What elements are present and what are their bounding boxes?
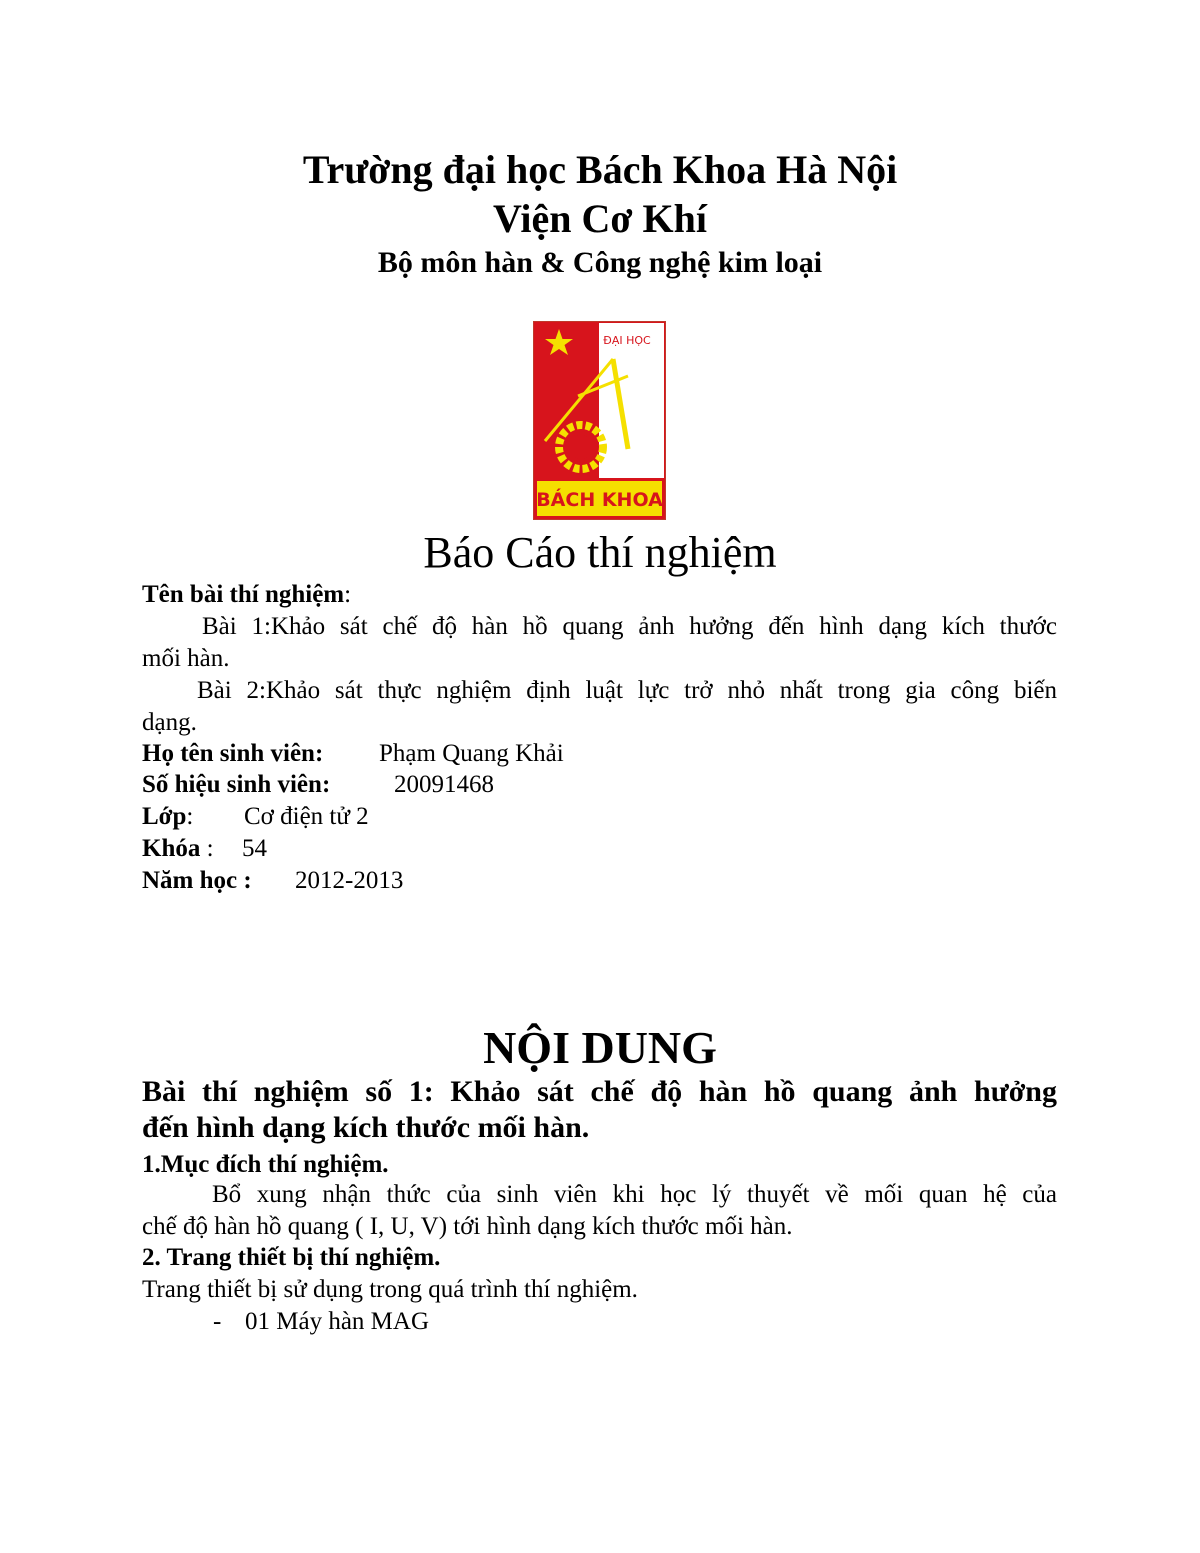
equipment-item-dash: - — [213, 1308, 222, 1335]
student-name-row — [142, 739, 642, 769]
bach-khoa-logo — [533, 321, 666, 520]
purpose-line1: Bổ xung nhận thức của sinh viên khi học lý thuyết về mối quan hệ của — [212, 1181, 1057, 1208]
report-title: Báo Cáo thí nghiệm — [423, 528, 777, 577]
university-name: Trường đại học Bách Khoa Hà Nội — [302, 147, 898, 192]
student-name-colon: : — [314, 740, 324, 767]
purpose-heading: 1.Mục đích thí nghiệm. — [142, 1151, 389, 1178]
student-id-colon: : — [321, 771, 331, 798]
equipment-item-1: 01 Máy hàn MAG — [245, 1308, 430, 1335]
year-value: 2012-2013 — [295, 867, 404, 894]
institute-name: Viện Cơ Khí — [492, 196, 708, 241]
course-row — [142, 834, 642, 864]
year-label: Năm học — [142, 867, 238, 894]
gear-center — [569, 435, 593, 459]
equipment-intro: Trang thiết bị sử dụng trong quá trình thí nghiệm. — [142, 1276, 638, 1303]
exp2-line2: dạng. — [142, 709, 197, 736]
student-id-label: Số hiệu sinh viên — [142, 771, 322, 798]
student-id-value: 20091468 — [394, 771, 494, 798]
course-colon: : — [200, 835, 214, 862]
exp1-section-title-line2: đến hình dạng kích thước mối hàn. — [142, 1111, 590, 1144]
year-row — [142, 866, 642, 896]
course-value: 54 — [242, 835, 267, 862]
course-label: Khóa — [142, 835, 201, 862]
exp1-section-title-line1: Bài thí nghiệm số 1: Khảo sát chế độ hàn hồ quang ảnh hưởng — [142, 1075, 1057, 1108]
content-heading: NỘI DUNG — [483, 1022, 717, 1073]
exp1-line1: Bài 1:Khảo sát chế độ hàn hồ quang ảnh hưởng đến hình dạng kích thước — [202, 613, 1057, 640]
student-name-value: Phạm Quang Khải — [379, 740, 564, 767]
student-name-label: Họ tên sinh viên — [142, 740, 315, 767]
exp2-line1: Bài 2:Khảo sát thực nghiệm định luật lực trở nhỏ nhất trong gia công biến — [197, 677, 1057, 704]
experiment-label-line — [142, 580, 351, 610]
year-colon: : — [237, 867, 252, 894]
class-label: Lớp — [142, 803, 187, 830]
logo-top-text: ĐẠI HỌC — [603, 334, 651, 347]
class-row — [142, 802, 642, 832]
experiment-colon: : — [344, 581, 352, 608]
class-colon: : — [186, 803, 194, 830]
exp1-line2: mối hàn. — [142, 645, 230, 672]
experiment-label: Tên bài thí nghiệm — [142, 581, 345, 608]
logo-bottom-text: BÁCH KHOA — [536, 489, 663, 511]
department-name: Bộ môn hàn & Công nghệ kim loại — [377, 246, 823, 279]
purpose-line2: chế độ hàn hồ quang ( I, U, V) tới hình dạng kích thước mối hàn. — [142, 1213, 793, 1240]
equipment-heading: 2. Trang thiết bị thí nghiệm. — [142, 1244, 441, 1271]
class-value: Cơ điện tử 2 — [244, 803, 369, 830]
student-id-row — [142, 770, 642, 800]
